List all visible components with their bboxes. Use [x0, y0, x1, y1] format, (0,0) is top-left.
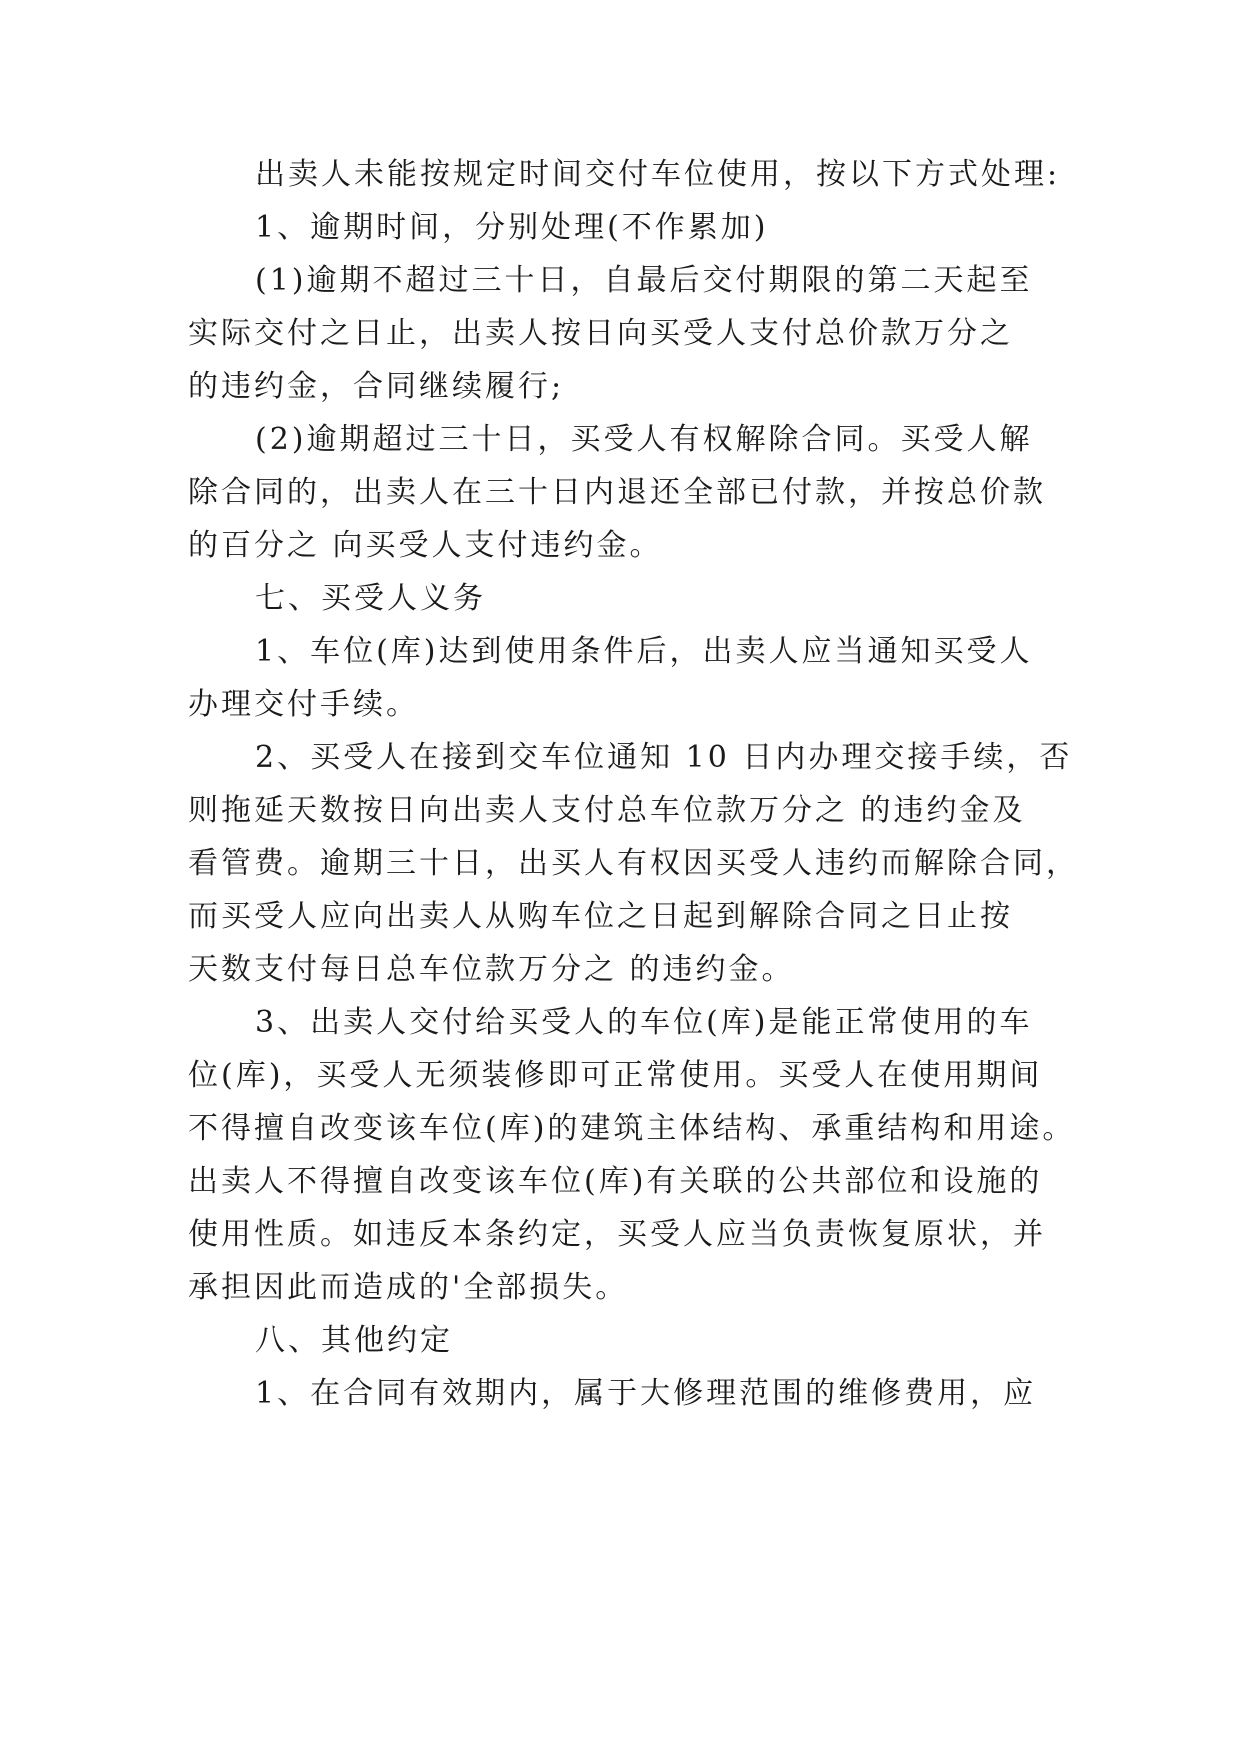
- text-line: 出卖人未能按规定时间交付车位使用，按以下方式处理:: [255, 157, 1061, 192]
- text-line: 不得擅自改变该车位(库)的建筑主体结构、承重结构和用途。: [188, 1111, 1076, 1146]
- text-line: 3、出卖人交付给买受人的车位(库)是能正常使用的车: [255, 1005, 1033, 1040]
- section-heading: 七、买受人义务: [255, 581, 486, 616]
- text-line: 的违约金，合同继续履行;: [188, 369, 565, 404]
- text-line: 除合同的，出卖人在三十日内退还全部已付款，并按总价款: [188, 475, 1046, 510]
- text-line: 看管费。逾期三十日，出买人有权因买受人违约而解除合同，: [188, 846, 1079, 881]
- text-line: 使用性质。如违反本条约定，买受人应当负责恢复原状，并: [188, 1217, 1046, 1252]
- text-line: 则拖延天数按日向出卖人支付总车位款万分之 的违约金及: [188, 793, 1026, 828]
- text-line: 承担因此而造成的'全部损失。: [188, 1270, 629, 1305]
- text-line: 而买受人应向出卖人从购车位之日起到解除合同之日止按: [188, 899, 1013, 934]
- text-line: 办理交付手续。: [188, 687, 419, 722]
- text-line: (1)逾期不超过三十日，自最后交付期限的第二天起至: [255, 263, 1033, 298]
- text-line: 1、车位(库)达到使用条件后，出卖人应当通知买受人: [255, 634, 1033, 669]
- text-line: 1、在合同有效期内，属于大修理范围的维修费用，应: [255, 1376, 1037, 1411]
- text-line: (2)逾期超过三十日，买受人有权解除合同。买受人解: [255, 422, 1033, 457]
- text-line: 的百分之 向买受人支付违约金。: [188, 528, 663, 563]
- text-line: 2、买受人在接到交车位通知 10 日内办理交接手续，否: [255, 740, 1073, 775]
- text-line: 位(库)，买受人无须装修即可正常使用。买受人在使用期间: [188, 1058, 1043, 1093]
- text-line: 天数支付每日总车位款万分之 的违约金。: [188, 952, 795, 987]
- section-heading: 八、其他约定: [255, 1323, 453, 1358]
- text-line: 出卖人不得擅自改变该车位(库)有关联的公共部位和设施的: [188, 1164, 1043, 1199]
- text-line: 实际交付之日止，出卖人按日向买受人支付总价款万分之: [188, 316, 1013, 351]
- text-line: 1、逾期时间，分别处理(不作累加): [255, 210, 769, 245]
